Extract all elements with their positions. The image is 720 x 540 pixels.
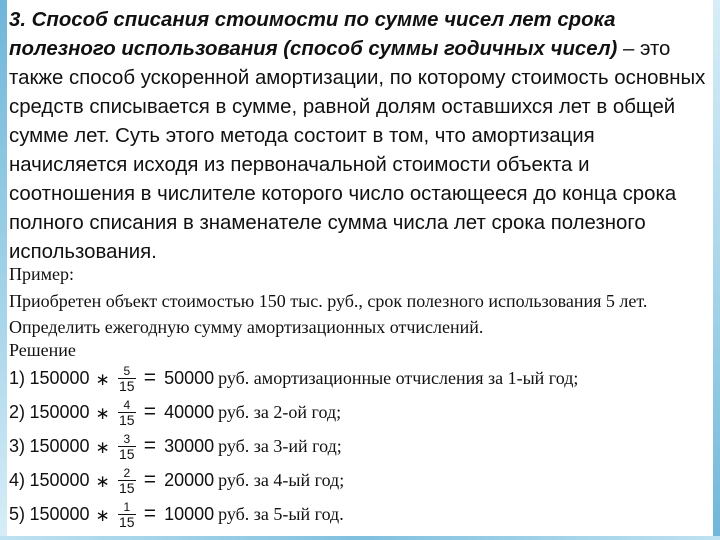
calc-result: 30000 [164,435,215,456]
multiply-sign: ∗ [95,370,110,389]
equals-sign: = [143,502,157,525]
equals-sign: = [143,400,157,423]
fraction-denominator: 15 [119,377,135,394]
calc-base: 150000 [29,435,90,456]
fraction-numerator: 1 [123,499,131,514]
fraction-denominator: 15 [119,513,135,530]
fraction-numerator: 5 [123,363,131,378]
calculation-row [9,396,341,428]
equals-sign: = [143,468,157,491]
multiply-sign: ∗ [95,438,110,457]
fraction-denominator: 15 [119,411,135,428]
calc-base: 150000 [29,401,90,422]
bottom-decor-stripe [0,536,720,540]
example-text: Приобретен объект стоимостью 150 тыс. руб., срок полезного использования 5 лет. Определить ежегодную сумму амортизационных отчислений. [9,291,648,337]
right-decor-stripe [713,0,720,540]
fraction-numerator: 2 [123,465,131,480]
calc-description: руб. за 2-ой год; [218,401,342,422]
calc-index: 1) [9,367,26,388]
calc-base: 150000 [29,367,90,388]
calc-index: 5) [9,503,26,524]
fraction [118,432,136,461]
equals-sign: = [143,434,157,457]
calc-index: 3) [9,435,26,456]
fraction [118,364,136,393]
calc-base: 150000 [29,469,90,490]
calc-result: 20000 [164,469,215,490]
method-paragraph [9,6,713,267]
calc-result: 50000 [164,367,215,388]
calc-index: 4) [9,469,26,490]
fraction-denominator: 15 [119,479,135,496]
method-body: – это также способ ускоренной амортизации, по которому стоимость основных средств списывается в сумме, равной долям оставшихся лет в общей сумме лет. Суть этого метода состоит в том, что амортизация начисляется исходя из первоначальной стоимости объекта и соотношения в числителе которого число остающееся до конца срока полного списания в знаменателе сумма числа лет срока полезного использования. [9,38,706,263]
equals-sign: = [143,366,157,389]
calc-description: руб. за 4-ый год; [218,469,345,490]
multiply-sign: ∗ [95,506,110,525]
multiply-sign: ∗ [95,404,110,423]
calc-description: руб. за 3-ий год; [218,435,342,456]
calculation-row [9,498,344,530]
fraction [118,500,136,529]
fraction-numerator: 4 [123,397,131,412]
fraction-numerator: 3 [123,431,131,446]
calc-result: 10000 [164,503,215,524]
calculation-row [9,464,344,496]
fraction-denominator: 15 [119,445,135,462]
calc-result: 40000 [164,401,215,422]
fraction [118,466,136,495]
left-decor-stripe [0,0,7,540]
multiply-sign: ∗ [95,472,110,491]
example-label: Пример: [9,264,75,284]
calc-description: руб. амортизационные отчисления за 1-ый год; [218,367,579,388]
calc-index: 2) [9,401,26,422]
solution-label: Решение [9,340,76,360]
calc-base: 150000 [29,503,90,524]
calculation-row [9,430,342,462]
calculation-row [9,362,578,394]
method-title: 3. Способ списания стоимости по сумме чисел лет срока полезного использования (способ суммы годичных чисел) [9,9,618,60]
calc-description: руб. за 5-ый год. [218,503,344,524]
fraction [118,398,136,427]
